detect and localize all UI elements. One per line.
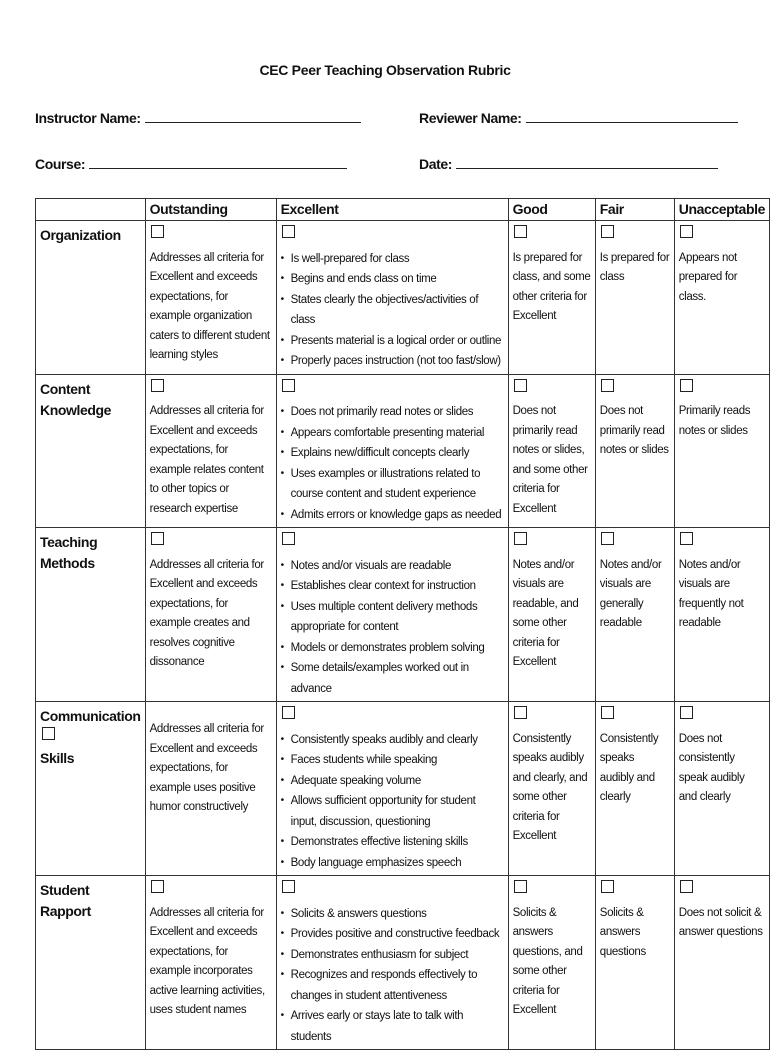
organization-unacceptable-checkbox[interactable] xyxy=(680,225,693,238)
good-description: Solicits & answers questions, and some other criteria for Excellent xyxy=(512,906,583,1016)
header-row xyxy=(36,199,770,221)
outstanding-description: Addresses all criteria for Excellent and exceeds expectations, for example incorporates active learning activities, uses student names xyxy=(149,906,265,1016)
criteria-item: • Demonstrates enthusiasm for subject xyxy=(281,945,504,966)
criteria-item: • Appears comfortable presenting material xyxy=(281,423,504,444)
teaching-methods-good-cell xyxy=(508,528,595,702)
unacceptable-description: Does not consistently speak audibly and clearly xyxy=(678,732,745,803)
rubric-row xyxy=(36,528,770,702)
fair-description: Notes and/or visuals are generally readable xyxy=(599,558,662,629)
date-field[interactable] xyxy=(419,156,718,172)
row-label-text: Teaching xyxy=(40,534,98,550)
teaching-methods-unacceptable-checkbox[interactable] xyxy=(680,532,693,545)
good-description: Notes and/or visuals are readable, and some other criteria for Excellent xyxy=(512,558,579,668)
page-title: CEC Peer Teaching Observation Rubric xyxy=(259,62,511,78)
communication-skills-excellent-checkbox[interactable] xyxy=(282,706,295,719)
header-outstanding: Outstanding xyxy=(145,199,276,221)
teaching-methods-outstanding-cell xyxy=(145,528,276,702)
fair-description: Is prepared for class xyxy=(599,251,670,283)
communication-skills-outstanding-cell xyxy=(145,702,276,876)
content-knowledge-outstanding-checkbox[interactable] xyxy=(151,379,164,392)
content-knowledge-fair-cell xyxy=(595,374,674,528)
criteria-item: • Uses examples or illustrations related to course content and student experience xyxy=(281,464,504,505)
good-description: Does not primarily read notes or slides, and some other criteria for Excellent xyxy=(512,405,588,515)
content-knowledge-outstanding-cell xyxy=(145,374,276,528)
organization-excellent-cell xyxy=(276,221,508,375)
row-label-organization xyxy=(36,221,146,375)
rubric-table xyxy=(35,198,770,1050)
organization-unacceptable-cell xyxy=(674,221,769,375)
row-label-text: Student xyxy=(40,882,90,898)
reviewer-name-line[interactable] xyxy=(526,111,738,123)
rubric-row xyxy=(36,702,770,876)
row-label-content-knowledge xyxy=(36,374,146,528)
student-rapport-good-cell xyxy=(508,876,595,1050)
student-rapport-fair-checkbox[interactable] xyxy=(601,880,614,893)
student-rapport-unacceptable-cell xyxy=(674,876,769,1050)
date-line[interactable] xyxy=(456,157,718,169)
student-rapport-outstanding-checkbox[interactable] xyxy=(151,880,164,893)
criteria-item: • Models or demonstrates problem solving xyxy=(281,638,504,659)
criteria-item: • Some details/examples worked out in advance xyxy=(281,658,504,699)
course-line[interactable] xyxy=(89,157,347,169)
instructor-name-label: Instructor Name: xyxy=(35,110,141,126)
organization-fair-cell xyxy=(595,221,674,375)
criteria-item: • Begins and ends class on time xyxy=(281,269,504,290)
criteria-item: • Solicits & answers questions xyxy=(281,904,504,925)
rubric-row xyxy=(36,374,770,528)
content-knowledge-good-cell xyxy=(508,374,595,528)
organization-fair-checkbox[interactable] xyxy=(601,225,614,238)
organization-outstanding-checkbox[interactable] xyxy=(151,225,164,238)
outstanding-description: Addresses all criteria for Excellent and exceeds expectations, for example uses positive humor constructively xyxy=(149,723,264,813)
row-label-text: Organization xyxy=(40,227,121,243)
instructor-name-line[interactable] xyxy=(145,111,361,123)
row-label-communication-skills xyxy=(36,702,146,876)
organization-outstanding-cell xyxy=(145,221,276,375)
teaching-methods-fair-cell xyxy=(595,528,674,702)
criteria-item: • Notes and/or visuals are readable xyxy=(281,556,504,577)
outstanding-description: Addresses all criteria for Excellent and exceeds expectations, for example organization caters to different student learning styles xyxy=(149,251,270,361)
outstanding-description: Addresses all criteria for Excellent and exceeds expectations, for example relates content to other topics or research expertise xyxy=(149,405,264,515)
criteria-item: • Faces students while speaking xyxy=(281,750,504,771)
teaching-methods-outstanding-checkbox[interactable] xyxy=(151,532,164,545)
excellent-criteria-list xyxy=(281,402,504,525)
reviewer-name-field[interactable] xyxy=(419,110,738,126)
organization-good-cell xyxy=(508,221,595,375)
fair-description: Consistently speaks audibly and clearly xyxy=(599,732,659,803)
criteria-item: • Arrives early or stays late to talk with students xyxy=(281,1006,504,1047)
course-label: Course: xyxy=(35,156,86,172)
criteria-item: • Body language emphasizes speech xyxy=(281,853,504,874)
criteria-item: • Does not primarily read notes or slides xyxy=(281,402,504,423)
criteria-item: • Consistently speaks audibly and clearly xyxy=(281,730,504,751)
criteria-item: • Presents material is a logical order or outline xyxy=(281,331,504,352)
outstanding-description: Addresses all criteria for Excellent and exceeds expectations, for example creates and resolves cognitive dissonance xyxy=(149,558,264,668)
unacceptable-description: Notes and/or visuals are frequently not readable xyxy=(678,558,744,629)
excellent-criteria-list xyxy=(281,556,504,700)
student-rapport-unacceptable-checkbox[interactable] xyxy=(680,880,693,893)
row-label-text: Content xyxy=(40,380,91,397)
teaching-methods-unacceptable-cell xyxy=(674,528,769,702)
header-unacceptable: Unacceptable xyxy=(674,199,769,221)
content-knowledge-unacceptable-cell xyxy=(674,374,769,528)
row-label-text: Rapport xyxy=(40,903,91,919)
criteria-item: • Recognizes and responds effectively to changes in student attentiveness xyxy=(281,965,504,1006)
criteria-item: • Explains new/difficult concepts clearly xyxy=(281,443,504,464)
criteria-item: • Is well-prepared for class xyxy=(281,249,504,270)
teaching-methods-excellent-checkbox[interactable] xyxy=(282,532,295,545)
row-label-text: Skills xyxy=(40,750,75,766)
row-label-text: Methods xyxy=(40,555,95,571)
good-description: Consistently speaks audibly and clearly, and some other criteria for Excellent xyxy=(512,732,588,842)
criteria-item: • Uses multiple content delivery methods appropriate for content xyxy=(281,597,504,638)
student-rapport-fair-cell xyxy=(595,876,674,1050)
communication-skills-excellent-cell xyxy=(276,702,508,876)
row-label-student-rapport xyxy=(36,876,146,1050)
student-rapport-good-checkbox[interactable] xyxy=(514,880,527,893)
instructor-name-field[interactable] xyxy=(35,110,361,126)
good-description: Is prepared for class, and some other criteria for Excellent xyxy=(512,251,591,322)
row-label-teaching-methods xyxy=(36,528,146,702)
content-knowledge-excellent-checkbox[interactable] xyxy=(282,379,295,392)
criteria-item: • Allows sufficient opportunity for student input, discussion, questioning xyxy=(281,791,504,832)
criteria-item: • Provides positive and constructive feedback xyxy=(281,924,504,945)
criteria-item: • Admits errors or knowledge gaps as needed xyxy=(281,505,504,526)
student-rapport-excellent-checkbox[interactable] xyxy=(282,880,295,893)
fair-description: Does not primarily read notes or slides xyxy=(599,405,669,456)
excellent-criteria-list xyxy=(281,904,504,1048)
header-blank xyxy=(36,199,146,221)
header-fair: Fair xyxy=(595,199,674,221)
row-label-text: Knowledge xyxy=(40,401,112,418)
criteria-item: • States clearly the objectives/activities of class xyxy=(281,290,504,331)
teaching-methods-good-checkbox[interactable] xyxy=(514,532,527,545)
organization-excellent-checkbox[interactable] xyxy=(282,225,295,238)
course-field[interactable] xyxy=(35,156,347,172)
header-excellent: Excellent xyxy=(276,199,508,221)
criteria-item: • Demonstrates effective listening skills xyxy=(281,832,504,853)
excellent-criteria-list xyxy=(281,249,504,372)
criteria-item: • Properly paces instruction (not too fast/slow) xyxy=(281,351,504,372)
rubric-row xyxy=(36,876,770,1050)
date-label: Date: xyxy=(419,156,453,172)
criteria-item: • Adequate speaking volume xyxy=(281,771,504,792)
fair-description: Solicits & answers questions xyxy=(599,906,646,958)
communication-skills-good-cell xyxy=(508,702,595,876)
reviewer-name-label: Reviewer Name: xyxy=(419,110,522,126)
communication-skills-outstanding-inline-checkbox[interactable] xyxy=(42,727,55,740)
content-knowledge-good-checkbox[interactable] xyxy=(514,379,527,392)
organization-good-checkbox[interactable] xyxy=(514,225,527,238)
communication-skills-unacceptable-cell xyxy=(674,702,769,876)
communication-skills-good-checkbox[interactable] xyxy=(514,706,527,719)
teaching-methods-fair-checkbox[interactable] xyxy=(601,532,614,545)
content-knowledge-unacceptable-checkbox[interactable] xyxy=(680,379,693,392)
content-knowledge-fair-checkbox[interactable] xyxy=(601,379,614,392)
teaching-methods-excellent-cell xyxy=(276,528,508,702)
excellent-criteria-list xyxy=(281,730,504,874)
communication-skills-unacceptable-checkbox[interactable] xyxy=(680,706,693,719)
rubric-row xyxy=(36,221,770,375)
unacceptable-description: Does not solicit & answer questions xyxy=(678,906,763,938)
unacceptable-description: Primarily reads notes or slides xyxy=(678,405,751,437)
criteria-item: • Establishes clear context for instruction xyxy=(281,576,504,597)
unacceptable-description: Appears not prepared for class. xyxy=(678,251,738,303)
header-good: Good xyxy=(508,199,595,221)
student-rapport-excellent-cell xyxy=(276,876,508,1050)
row-label-text: Communication xyxy=(40,708,141,724)
communication-skills-fair-cell xyxy=(595,702,674,876)
student-rapport-outstanding-cell xyxy=(145,876,276,1050)
communication-skills-fair-checkbox[interactable] xyxy=(601,706,614,719)
content-knowledge-excellent-cell xyxy=(276,374,508,528)
